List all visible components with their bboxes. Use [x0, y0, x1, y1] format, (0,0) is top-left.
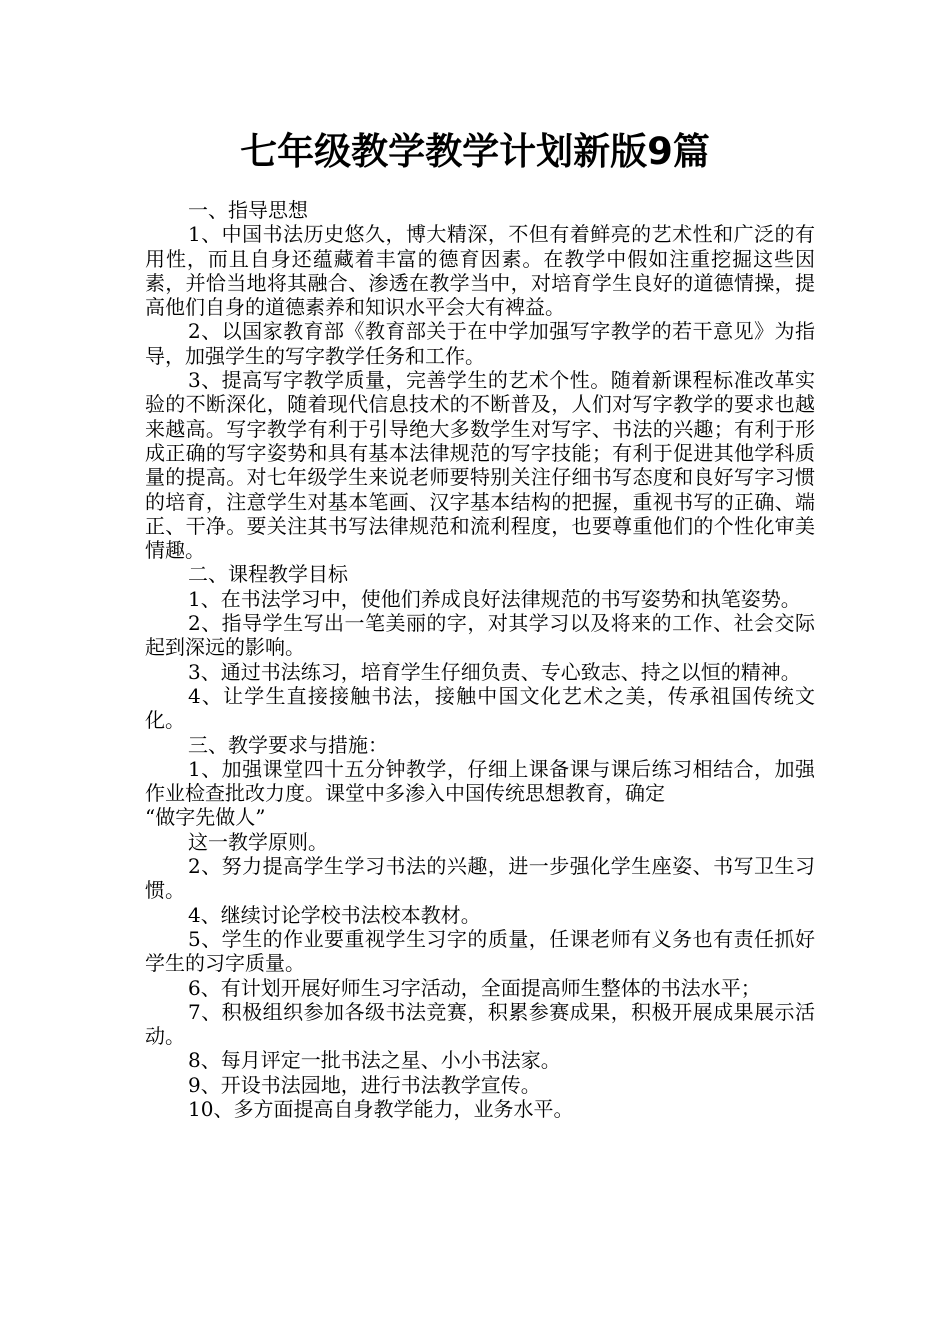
paragraph: “做字先做人”	[145, 805, 266, 830]
paragraph: 1、在书法学习中，使他们养成良好法律规范的书写姿势和执笔姿势。	[188, 586, 801, 611]
paragraph: 4、继续讨论学校书法校本教材。	[188, 902, 481, 927]
paragraph: 8、每月评定一批书法之星、小小书法家。	[188, 1048, 561, 1073]
paragraph: 6、有计划开展好师生习字活动，全面提高师生整体的书法水平；	[188, 975, 761, 1000]
section-heading: 一、指导思想	[188, 198, 308, 222]
document-body	[145, 198, 815, 1121]
paragraph: 1、中国书法历史悠久，博大精深，不但有着鲜亮的艺术性和广泛的有用性，而且自身还蕴藏着丰富的德育因素。在教学中假如注重挖掘这些因素，并恰当地将其融合、渗透在教学当中，对培育学生良好的道德情操，提高他们自身的道德素养和知识水平会大有裨益。	[145, 222, 815, 320]
paragraph: 2、以国家教育部《教育部关于在中学加强写字教学的若干意见》为指导，加强学生的写字教学任务和工作。	[145, 319, 815, 368]
paragraph: 5、学生的作业要重视学生习字的质量，任课老师有义务也有责任抓好学生的习字质量。	[145, 926, 815, 976]
section-heading: 三、教学要求与措施：	[188, 732, 388, 757]
document-title: 七年级教学教学计划新版9篇	[240, 130, 710, 173]
paragraph: 10、多方面提高自身教学能力，业务水平。	[188, 1096, 574, 1121]
paragraph: 9、开设书法园地，进行书法教学宣传。	[188, 1072, 541, 1097]
paragraph: 3、通过书法练习，培育学生仔细负责、专心致志、持之以恒的精神。	[188, 659, 801, 684]
paragraph: 3、提高写字教学质量，完善学生的艺术个性。随着新课程标准改革实验的不断深化，随着现代信息技术的不断普及，人们对写字教学的要求也越来越高。写字教学有利于引导绝大多数学生对写字、书法的兴趣；有利于形成正确的写字姿势和具有基本法律规范的写字技能；有利于促进其他学科质量的提高。对七年级学生来说老师要特别关注仔细书写态度和良好写字习惯的培育，注意学生对基本笔画、汉字基本结构的把握，重视书写的正确、端正、干净。要关注其书写法律规范和流利程度，也要尊重他们的个性化审美情趣。	[145, 368, 815, 563]
paragraph: 2、努力提高学生学习书法的兴趣，进一步强化学生座姿、书写卫生习惯。	[145, 854, 815, 903]
paragraph: 1、加强课堂四十五分钟教学，仔细上课备课与课后练习相结合，加强作业检查批改力度。课堂中多渗入中国传统思想教育，确定	[145, 756, 815, 806]
section-heading: 二、课程教学目标	[188, 562, 348, 587]
paragraph: 4、让学生直接接触书法，接触中国文化艺术之美，传承祖国传统文化。	[145, 683, 815, 733]
paragraph: 2、指导学生写出一笔美丽的字，对其学习以及将来的工作、社会交际起到深远的影响。	[145, 611, 815, 660]
paragraph: 7、积极组织参加各级书法竞赛，积累参赛成果，积极开展成果展示活动。	[145, 999, 815, 1049]
paragraph: 这一教学原则。	[188, 829, 328, 854]
